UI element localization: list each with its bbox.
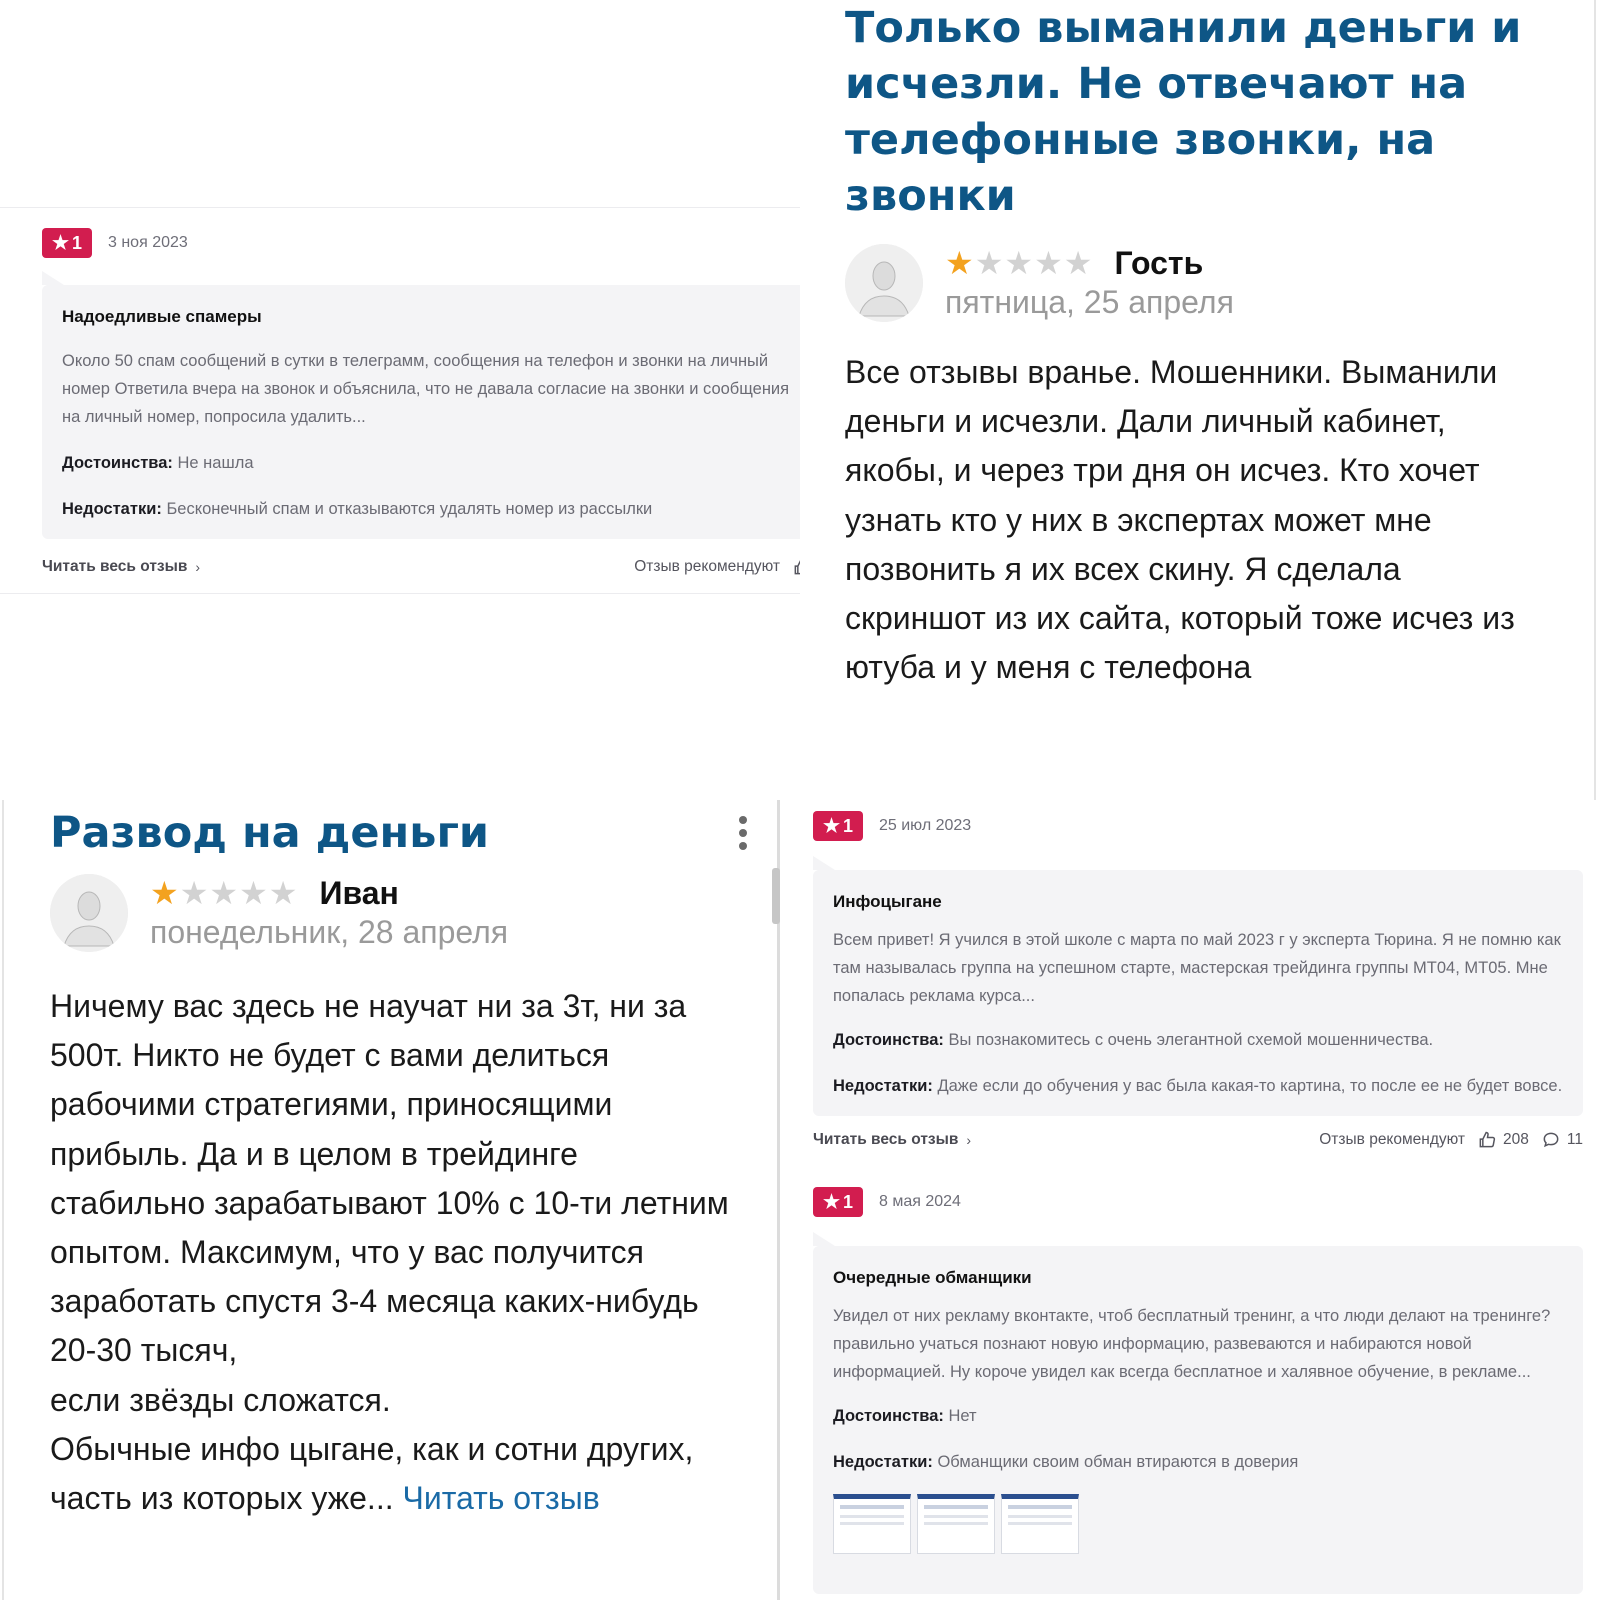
review-app-ivan — [0, 800, 780, 1600]
rating-badge — [813, 811, 863, 841]
edge-line — [2, 800, 4, 1600]
review-title: Только выманили деньги и исчезли. Не отвечают на телефонные звонки, на звонки — [845, 3, 1522, 221]
scrollbar-thumb[interactable] — [772, 868, 780, 924]
recommend-label: Отзыв рекомендуют — [634, 558, 780, 575]
cons-label: Недостатки: — [62, 500, 162, 518]
review-date: 8 мая 2024 — [879, 1193, 961, 1210]
review-card-cheaters — [813, 1186, 1583, 1594]
read-full-link[interactable]: Читать весь отзыв — [813, 1131, 959, 1148]
attachment-thumbnail[interactable] — [917, 1494, 995, 1554]
review-text-part: Ничему вас здесь не научат ни за 3т, ни за 500т. Никто не будет с вами делиться рабочими стратегиями, приносящими прибыль. Да и в целом в трейдинге стабильно зарабатывают 10% с 10-ти летним опытом. Максимум, что у вас получится заработать спустя 3-4 месяца каких-нибудь 20-30 тысяч, — [50, 988, 729, 1369]
review-date: 25 июл 2023 — [879, 817, 972, 834]
review-text-part: если звёзды сложатся. — [50, 1381, 391, 1418]
review-body — [42, 285, 800, 539]
cons-line — [833, 1448, 1563, 1476]
star-icon: ★ — [209, 875, 239, 911]
rating-badge — [813, 1187, 863, 1217]
pros-label: Достоинства: — [833, 1407, 944, 1425]
thumbs-up-icon — [792, 557, 800, 577]
cons-line — [62, 495, 800, 523]
read-full-link[interactable]: Читать весь отзыв — [42, 558, 188, 575]
chevron-right-icon: › — [195, 559, 201, 575]
star-icon: ★ — [179, 875, 209, 911]
divider-bottom — [0, 593, 800, 594]
avatar — [845, 244, 923, 322]
star-icon: ★ — [51, 232, 70, 254]
review-title[interactable]: Инфоцыгане — [833, 892, 942, 911]
pros-text: Не нашла — [177, 454, 254, 472]
star-icon: ★ — [1063, 245, 1093, 281]
like-count: 208 — [1503, 1131, 1529, 1148]
review-body — [813, 1246, 1583, 1594]
cons-text: Бесконечный спам и отказываются удалять номер из рассылки — [166, 500, 653, 518]
like-button[interactable] — [792, 557, 800, 577]
review-body — [813, 870, 1583, 1116]
review-card-list — [780, 800, 1600, 1600]
author-name: Иван — [319, 874, 399, 911]
edge-line — [1594, 0, 1596, 800]
user-avatar-icon — [50, 874, 128, 952]
star-icon: ★ — [822, 1191, 841, 1213]
cons-text: Обманщики своим обман втираются в доверия — [937, 1453, 1299, 1471]
cons-line — [833, 1072, 1563, 1100]
attachment-thumbnail[interactable] — [833, 1494, 911, 1554]
avatar — [50, 874, 128, 952]
author-name: Гость — [1114, 244, 1204, 281]
review-text: Все отзывы вранье. Мошенники. Выманили деньги и исчезли. Дали личный кабинет, якобы, и через три дня он исчез. Кто хочет узнать кто у них в экспертах может мне позвонить я их всех скину. Я сделала скриншот из их сайта, который тоже исчез из ютуба и у меня с телефона — [845, 354, 1515, 686]
star-icon: ★ — [822, 815, 841, 837]
like-button[interactable] — [1477, 1130, 1529, 1150]
pros-label: Достоинства: — [62, 454, 173, 472]
pros-text: Вы познакомитесь с очень элегантной схемой мошенничества. — [948, 1031, 1434, 1049]
review-header — [813, 810, 1583, 842]
comment-icon — [1541, 1130, 1561, 1150]
review-date: 3 ноя 2023 — [108, 234, 188, 251]
star-icon: ★ — [239, 875, 268, 911]
review-text: Увидел от них рекламу вконтакте, чтоб бесплатный тренинг, а что люди делают на тренинге? правильно учаться познают новую информацию, развеваются и набираются новой информацией. Ну короче увидел как всегда бесплатное и халявное обучение, в рекламе... — [833, 1307, 1551, 1381]
review-title: Развод на деньги — [50, 808, 490, 858]
author-meta — [945, 244, 1234, 322]
review-header — [813, 1186, 1583, 1218]
read-more-link[interactable]: Читать отзыв — [402, 1480, 600, 1517]
review-header — [42, 227, 800, 259]
review-date: понедельник, 28 апреля — [150, 914, 509, 950]
rating-badge — [42, 228, 92, 258]
star-icon: ★ — [268, 875, 298, 911]
cons-label: Недостатки: — [833, 1077, 933, 1095]
review-text: Около 50 спам сообщений в сутки в телеграмм, сообщения на телефон и звонки на личный номер Ответила вчера на звонок и объяснила, что не давала согласие на звонки и сообщения на личный номер, попросила удалить... — [62, 352, 790, 426]
rating-stars — [945, 247, 1092, 279]
review-text-part — [50, 1425, 740, 1523]
review-app-guest — [800, 0, 1600, 800]
pros-line — [833, 1402, 1563, 1430]
author-row — [50, 874, 750, 952]
comment-count: 11 — [1566, 1131, 1583, 1148]
pros-label: Достоинства: — [833, 1031, 944, 1049]
author-meta — [150, 874, 508, 952]
star-icon: ★ — [1004, 245, 1034, 281]
dot-icon — [739, 829, 747, 837]
author-row — [845, 244, 1565, 322]
review-text: Всем привет! Я учился в этой школе с марта по май 2023 г у эксперта Тюрина. Я не помню как там называлась группа на успешном старте, мастерская трейдинга группы МТ04, МТ05. Мне попалась реклама курса... — [833, 931, 1561, 1005]
dot-icon — [739, 816, 747, 824]
cons-label: Недостатки: — [833, 1453, 933, 1471]
comments-button[interactable] — [1541, 1130, 1583, 1150]
attachment-thumbnails — [833, 1494, 1563, 1554]
dot-icon — [739, 842, 747, 850]
user-avatar-icon — [845, 244, 923, 322]
star-icon: ★ — [945, 245, 974, 281]
cons-text: Даже если до обучения у вас была какая-то картина, то после ее не будет вовсе. — [937, 1077, 1563, 1095]
thumbs-up-icon — [1477, 1130, 1497, 1150]
rating-value: 1 — [72, 232, 83, 253]
star-icon: ★ — [974, 245, 1004, 281]
star-icon: ★ — [1034, 245, 1063, 281]
review-text — [50, 982, 740, 1523]
pros-text: Нет — [948, 1407, 977, 1425]
chevron-right-icon: › — [966, 1132, 972, 1148]
divider-top — [0, 207, 800, 208]
rating-value: 1 — [843, 1191, 854, 1212]
recommend-label: Отзыв рекомендуют — [1319, 1131, 1466, 1148]
rating-stars — [150, 877, 297, 909]
star-icon: ★ — [150, 875, 179, 911]
more-options-button[interactable] — [728, 816, 758, 850]
review-title[interactable]: Надоедливые спамеры — [62, 307, 262, 326]
review-footer — [813, 1130, 1583, 1150]
review-date: пятница, 25 апреля — [945, 284, 1234, 320]
rating-value: 1 — [843, 815, 854, 836]
review-footer — [42, 557, 800, 577]
attachment-thumbnail[interactable] — [1001, 1494, 1079, 1554]
pros-line — [62, 449, 800, 477]
review-card-spam — [0, 0, 800, 800]
review-text-part: Обычные инфо цыгане, как и сотни других, часть из которых уже... — [50, 1430, 694, 1517]
review-title[interactable]: Очередные обманщики — [833, 1268, 1032, 1287]
pros-line — [833, 1026, 1563, 1054]
review-card-infogypsies — [813, 810, 1583, 1150]
